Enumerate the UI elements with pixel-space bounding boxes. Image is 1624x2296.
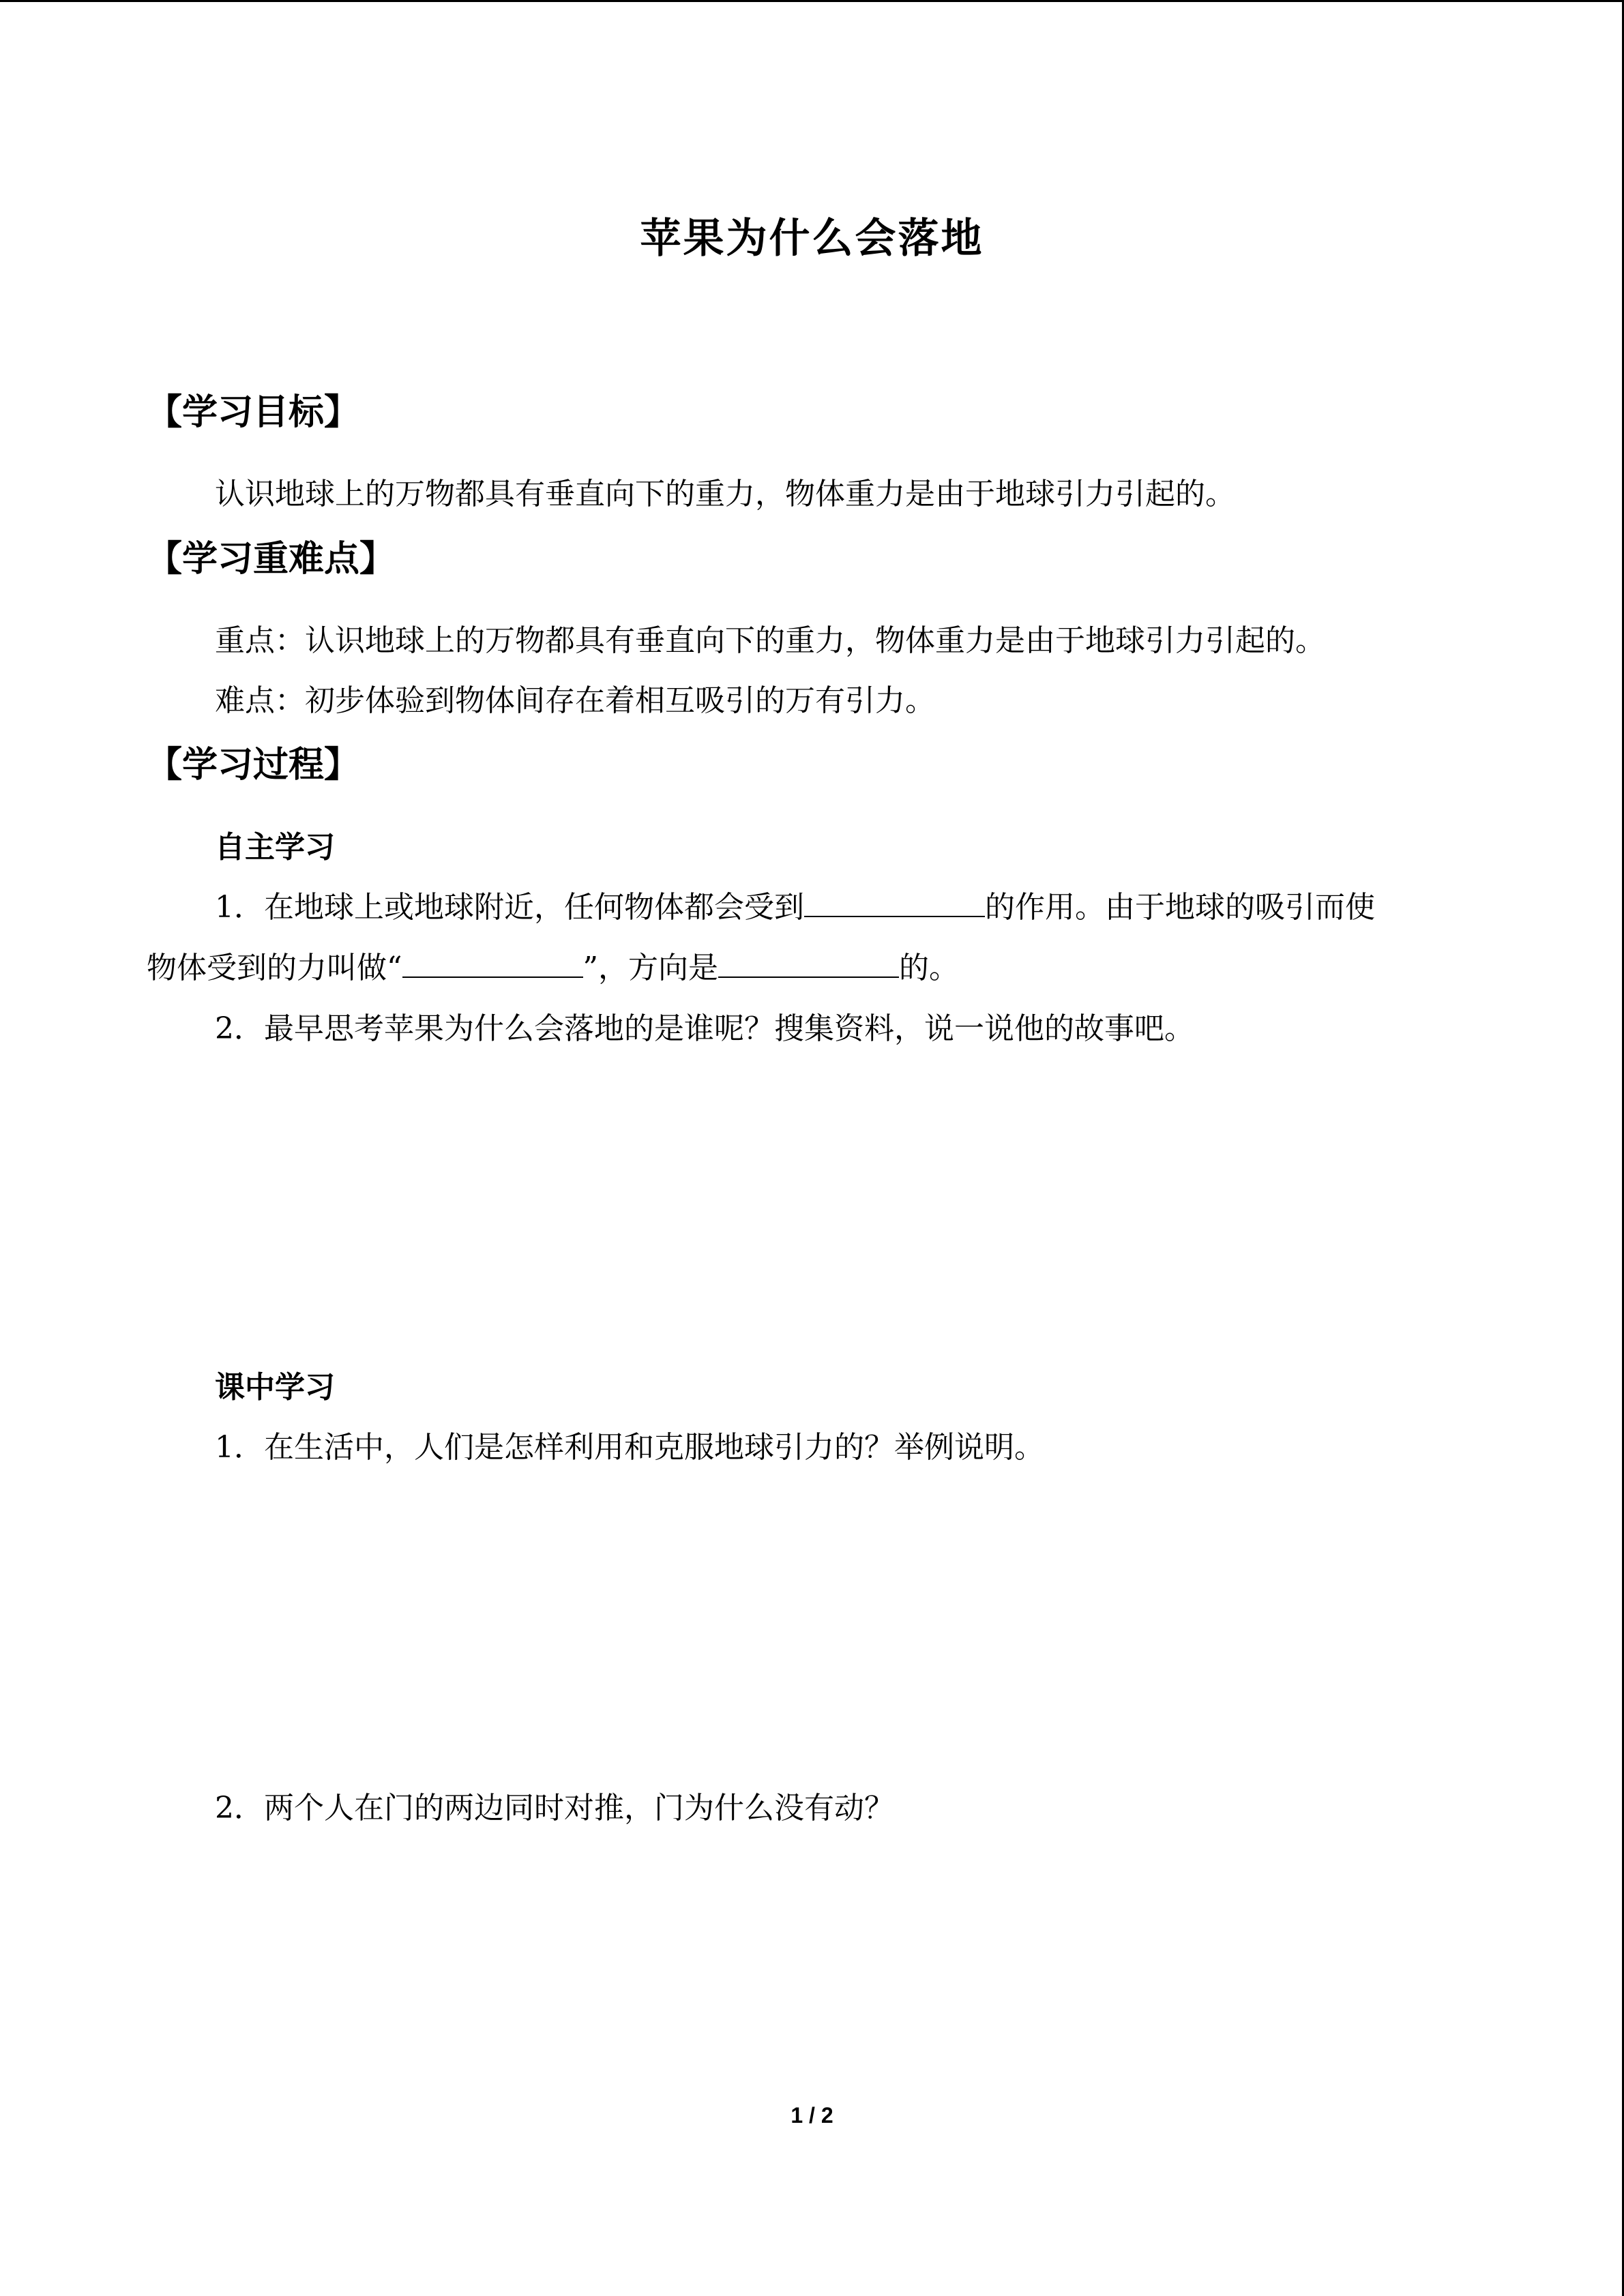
key-point-text: 重点：认识地球上的万物都具有垂直向下的重力，物体重力是由于地球引力引起的。 xyxy=(215,623,1325,658)
class-study-question-2: 2．两个人在门的两边同时对推，门为什么没有动？ xyxy=(215,1791,894,1825)
objectives-text: 认识地球上的万物都具有垂直向下的重力，物体重力是由于地球引力引起的。 xyxy=(215,477,1235,511)
heading-key-points: 【学习重难点】 xyxy=(147,539,396,580)
q1-text-d: ”，方向是 xyxy=(582,951,718,985)
heading-process: 【学习过程】 xyxy=(147,745,360,786)
answer-blank-3[interactable] xyxy=(718,948,899,978)
q1-text-e: 的。 xyxy=(899,951,959,985)
q1-text-b: 的作用。由于地球的吸引而使 xyxy=(985,890,1375,925)
q1-text-a: 1．在地球上或地球附近，任何物体都会受到 xyxy=(215,890,804,925)
page-border-top xyxy=(0,0,1624,2)
self-study-question-1-line-2 xyxy=(147,948,959,989)
answer-blank-1[interactable] xyxy=(804,887,985,917)
heading-objectives: 【学习目标】 xyxy=(147,392,360,433)
q1-text-c: 物体受到的力叫做“ xyxy=(147,951,402,985)
difficult-point-text: 难点：初步体验到物体间存在着相互吸引的万有引力。 xyxy=(215,683,935,718)
document-title: 苹果为什么会落地 xyxy=(640,215,984,263)
class-study-question-1: 1．在生活中，人们是怎样利用和克服地球引力的？举例说明。 xyxy=(215,1430,1044,1465)
page-number: 1 / 2 xyxy=(791,2103,833,2128)
subheading-self-study: 自主学习 xyxy=(215,830,335,865)
answer-blank-2[interactable] xyxy=(402,948,583,978)
self-study-question-2: 2．最早思考苹果为什么会落地的是谁呢？搜集资料，说一说他的故事吧。 xyxy=(215,1011,1194,1046)
subheading-class-study: 课中学习 xyxy=(215,1370,335,1405)
self-study-question-1-line-1 xyxy=(215,887,1375,928)
